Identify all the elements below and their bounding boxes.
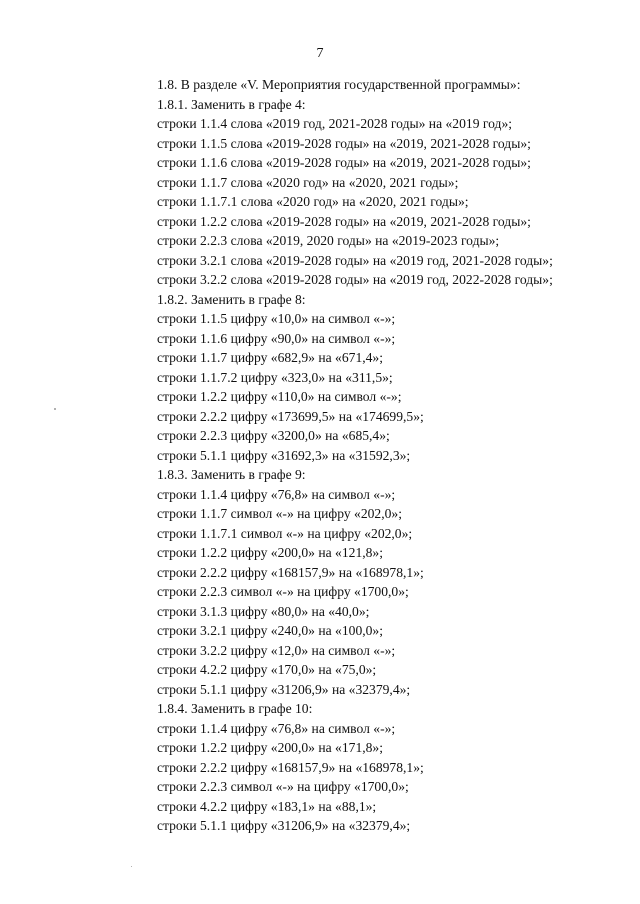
- text-line: строки 1.2.2 слова «2019-2028 годы» на «2019, 2021-2028 годы»;: [157, 213, 531, 229]
- text-line: строки 4.2.2 цифру «170,0» на «75,0»;: [157, 662, 377, 677]
- subsection-heading: 1.8.4. Заменить в графе 10:: [157, 701, 313, 716]
- text-line: строки 1.1.7.1 символ «-» на цифру «202,0»;: [157, 525, 413, 541]
- text-line: строки 5.1.1 цифру «31692,3» на «31592,3»;: [157, 447, 411, 463]
- text-line: строки 2.2.2 цифру «168157,9» на «168978,1»;: [157, 759, 424, 775]
- page-number: 7: [316, 46, 324, 61]
- text-line: строки 1.1.7 символ «-» на цифру «202,0»;: [157, 506, 402, 521]
- text-line: строки 3.2.2 слова «2019-2028 годы» на «2019 год, 2022-2028 годы»;: [157, 272, 553, 287]
- text-line: строки 3.2.2 цифру «12,0» на символ «-»;: [157, 642, 396, 658]
- text-line: строки 1.2.2 цифру «200,0» на «171,8»;: [157, 740, 384, 755]
- text-line: строки 1.2.2 цифру «110,0» на символ «-»;: [157, 389, 402, 404]
- text-line: строки 3.2.1 слова «2019-2028 годы» на «2019 год, 2021-2028 годы»;: [157, 252, 553, 268]
- subsection-heading: 1.8.1. Заменить в графе 4:: [157, 96, 306, 112]
- document-body: [157, 75, 627, 836]
- text-line: строки 1.1.7.2 цифру «323,0» на «311,5»;: [157, 369, 393, 385]
- text-line: строки 1.1.4 слова «2019 год, 2021-2028 годы» на «2019 год»;: [157, 116, 513, 131]
- text-line: строки 1.1.6 слова «2019-2028 годы» на «2019, 2021-2028 годы»;: [157, 155, 531, 170]
- text-line: строки 1.1.7.1 слова «2020 год» на «2020, 2021 годы»;: [157, 194, 469, 209]
- text-line: строки 2.2.2 цифру «168157,9» на «168978,1»;: [157, 564, 424, 580]
- text-line: строки 1.1.5 цифру «10,0» на символ «-»;: [157, 311, 396, 326]
- text-line: строки 2.2.3 цифру «3200,0» на «685,4»;: [157, 428, 390, 443]
- text-line: строки 1.1.7 цифру «682,9» на «671,4»;: [157, 350, 384, 365]
- subsection-heading: 1.8.3. Заменить в графе 9:: [157, 467, 306, 482]
- text-line: строки 1.1.4 цифру «76,8» на символ «-»;: [157, 720, 396, 736]
- text-line: строки 1.1.4 цифру «76,8» на символ «-»;: [157, 486, 396, 502]
- text-line: строки 1.1.5 слова «2019-2028 годы» на «2019, 2021-2028 годы»;: [157, 135, 531, 151]
- text-line: строки 2.2.2 цифру «173699,5» на «174699,5»;: [157, 408, 424, 424]
- text-line: строки 2.2.3 слова «2019, 2020 годы» на «2019-2023 годы»;: [157, 233, 500, 248]
- text-line: строки 1.1.6 цифру «90,0» на символ «-»;: [157, 330, 396, 346]
- text-line: строки 4.2.2 цифру «183,1» на «88,1»;: [157, 798, 377, 814]
- text-line: строки 2.2.3 символ «-» на цифру «1700,0»;: [157, 779, 409, 794]
- scan-speck: [131, 866, 132, 867]
- text-line: строки 1.1.7 слова «2020 год» на «2020, 2021 годы»;: [157, 174, 459, 190]
- text-line: строки 3.2.1 цифру «240,0» на «100,0»;: [157, 623, 384, 638]
- text-line: строки 1.2.2 цифру «200,0» на «121,8»;: [157, 545, 384, 560]
- scan-speck: [54, 408, 56, 410]
- text-line: строки 5.1.1 цифру «31206,9» на «32379,4»;: [157, 681, 411, 697]
- subsection-heading: 1.8.2. Заменить в графе 8:: [157, 291, 306, 307]
- text-line: строки 5.1.1 цифру «31206,9» на «32379,4»;: [157, 818, 411, 833]
- text-line: строки 2.2.3 символ «-» на цифру «1700,0»;: [157, 584, 409, 599]
- text-line: строки 3.1.3 цифру «80,0» на «40,0»;: [157, 603, 370, 619]
- section-heading: 1.8. В разделе «V. Мероприятия государственной программы»:: [157, 77, 521, 92]
